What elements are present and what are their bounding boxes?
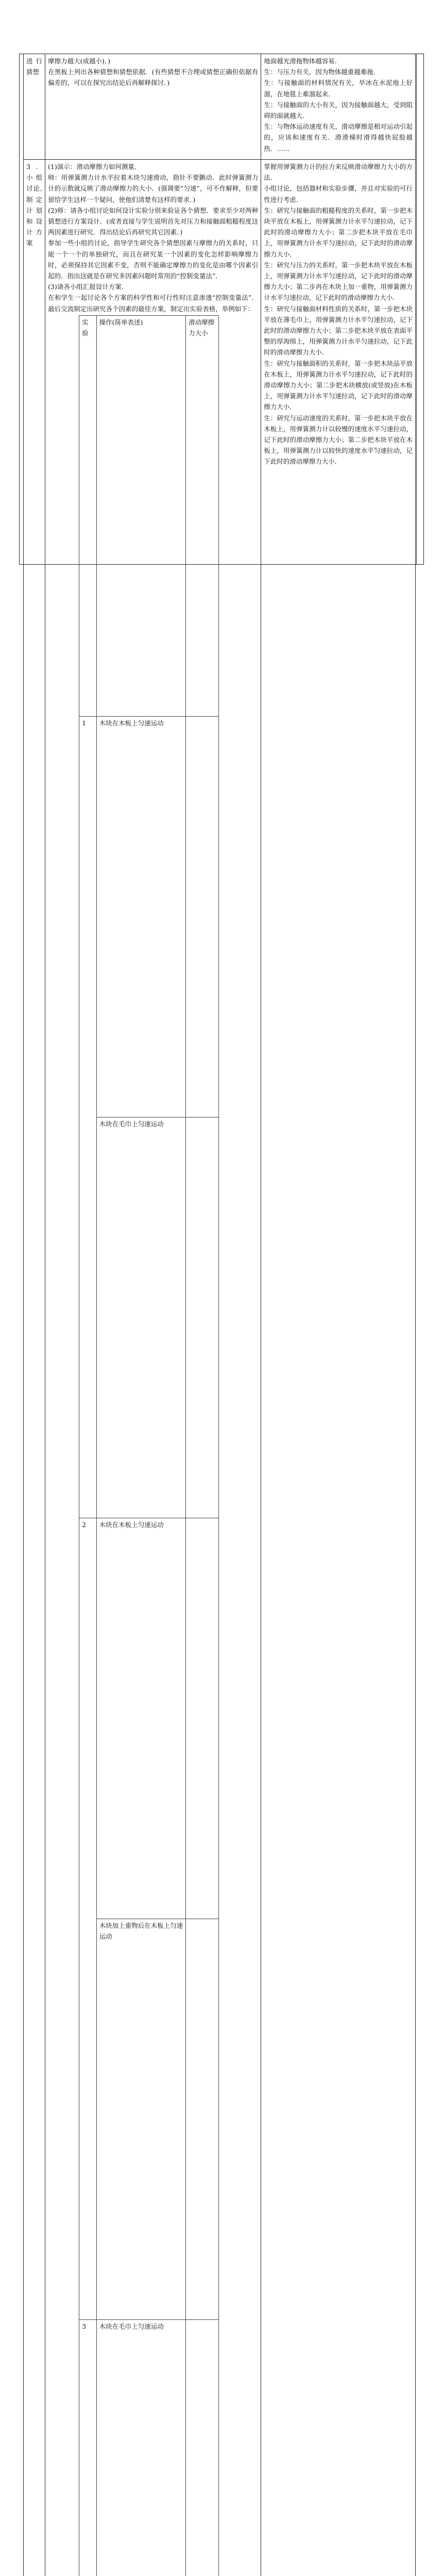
teacher-text: (1)演示：滑动摩擦力如何测量． [48, 161, 258, 172]
table-row [79, 716, 219, 1117]
result-cell [186, 2319, 219, 2576]
teacher-activity-cell [45, 54, 261, 160]
student-text: 小组讨论，包括器材和实验步骤，并且对实验的可行性进行考虑． [264, 183, 413, 205]
teacher-activity-cell [45, 160, 261, 2576]
teacher-text: 参加一些小组的讨论，指导学生研究各个猜想因素与摩擦力的关系时，只能一个一个的单独研究，而且在研究某一个因素的变化怎样影响摩擦力时，必须保持其它因素不变，否则不能确定摩擦力的变化是由哪个因素引起的．指出这就是在研究多因素问题时常用的“控制变量法”． [48, 238, 258, 281]
row-label: 3．小组讨论,制定计划和设计方案 [24, 160, 45, 2576]
table-row [79, 1919, 219, 2319]
operation-cell: 木块加上重物后在木板上匀速运动 [96, 1919, 186, 2319]
student-text: 生：研究与压力的关系时，第一步把木块平放在木板上，用弹簧测力计水平匀速拉动，记下此时的滑动摩擦力大小；第二步再在木块上加一重物，用弹簧测力计水平匀速拉动，记下此时的滑动摩擦力大小． [264, 260, 413, 303]
table-row [79, 2319, 219, 2576]
result-cell [186, 1919, 219, 2319]
teacher-text: (3)请各小组汇报设计方案． [48, 281, 258, 292]
operation-cell: 木块在毛巾上匀速运动 [96, 2319, 186, 2576]
header-friction: 滑动摩擦力大小 [186, 315, 219, 716]
frame-right-border [416, 54, 417, 565]
result-cell [186, 716, 219, 1117]
lesson-plan-table [23, 54, 416, 2576]
experiment-number: 1 [79, 716, 96, 1518]
student-text: 生：与接触面的材料情况有关，旱冰在水泥地上好溜，在地毯上难溜起来． [264, 77, 413, 99]
student-text: 地面越光滑拖物体越容易． [264, 56, 413, 66]
teacher-text: 师：用弹簧测力计水平拉着木块匀速滑动，指针不要颤动．此时弹簧测力计的示数就反映了滑动摩擦力的大小．(强调要“匀速”，可不作解释，但要留给学生这样一个疑问，使他们清楚有这样的要求．) [48, 172, 258, 205]
result-cell [186, 1117, 219, 1518]
experiment-table-header [79, 315, 219, 716]
result-cell [186, 1518, 219, 1919]
student-text: 掌握用弹簧测力计的拉力来反映滑动摩擦力大小的方法． [264, 161, 413, 183]
experiment-table [79, 315, 219, 2576]
student-activity-cell [261, 160, 416, 2576]
header-experiment: 实验 [79, 315, 96, 716]
student-text: 生：与物体运动速度有关，滑动摩擦是相对运动引起的，应该和速度有关．滑滑梯时滑得越快屁股越热．…… [264, 121, 413, 154]
table-row [79, 1117, 219, 1518]
row-plan-design [24, 160, 416, 2576]
row-label: 进行猜想 [24, 54, 45, 160]
table-row [79, 1518, 219, 1919]
teacher-text: (2)师：请各小组讨论如何设计实验分别来验证各个猜想．要求至少对两种猜想进行方案设计．(或者直接与学生说明首先对压力和接触面粗糙程度这两因素进行研究．得出结论后再研究其它因素．) [48, 205, 258, 238]
student-text: 生：研究与接触面材料性质的关系时，第一步把木块平放在薄毛巾上，用弹簧测力计水平匀速拉动，记下此时的滑动摩擦力大小；第二步把木块平放在表面平整的厚海绵上，用弹簧测力计水平匀速拉动，记下此时的滑动摩擦力大小． [264, 303, 413, 358]
student-text: 生：与压力有关，因为物体越重越难拖． [264, 66, 413, 77]
operation-cell: 木块在木板上匀速运动 [96, 716, 186, 1117]
operation-cell: 木块在毛巾上匀速运动 [96, 1117, 186, 1518]
student-text: 生：研究与接触面的粗糙程度的关系时，第一步把木块平放在木板上，用弹簧测力计水平匀速拉动，记下此时的滑动摩擦力大小；第二步把木块平放在毛巾上，用弹簧测力计水平匀速拉动，记下此时的滑动摩擦力大小． [264, 205, 413, 260]
student-text: 生：研究与运动速度的关系时，第一步把木块平放在木板上，用弹簧测力计以较慢的速度水平匀速拉动，记下此时的滑动摩擦力大小；第二步把木块平放在木板上，用弹簧测力计以较快的速度水平匀速拉动，记下此时的滑动摩擦力大小． [264, 413, 413, 467]
document-page [0, 0, 443, 626]
student-text: 生：与接触面的大小有关，因为接触面越大，受到阻碍的面就越大． [264, 99, 413, 121]
teacher-text: 在和学生一起讨论各个方案的科学性和可行性时注意渗透“控制变量法”．最后交流制定出研究各个因素的最佳方案，制定出实验表格，举例如下： [48, 292, 258, 314]
header-operation: 操作(简单表述) [96, 315, 186, 716]
student-text: 生：研究与接触面积的关系时，第一步把木块品平放在木板上，用弹簧测力计水平匀速拉动，记下此时的滑动摩擦力大小；第二步把木块横放(或竖放)在木板上，用弹簧测力计水平匀速拉动，记下此时的滑动摩擦力大小． [264, 358, 413, 413]
row-hypothesis [24, 54, 416, 160]
experiment-number: 2 [79, 1518, 96, 2319]
operation-cell: 木块在木板上匀速运动 [96, 1518, 186, 1919]
experiment-number: 3 [79, 2319, 96, 2576]
student-activity-cell [261, 54, 416, 160]
teacher-text: 在黑板上列出各种猜想和猜想依据．(有些猜想不合理或猜想正确但依据有偏差的，可以在探究出结论后再解释探讨．) [48, 66, 258, 88]
teacher-text: 摩擦力越大(或越小)．) [48, 56, 258, 66]
